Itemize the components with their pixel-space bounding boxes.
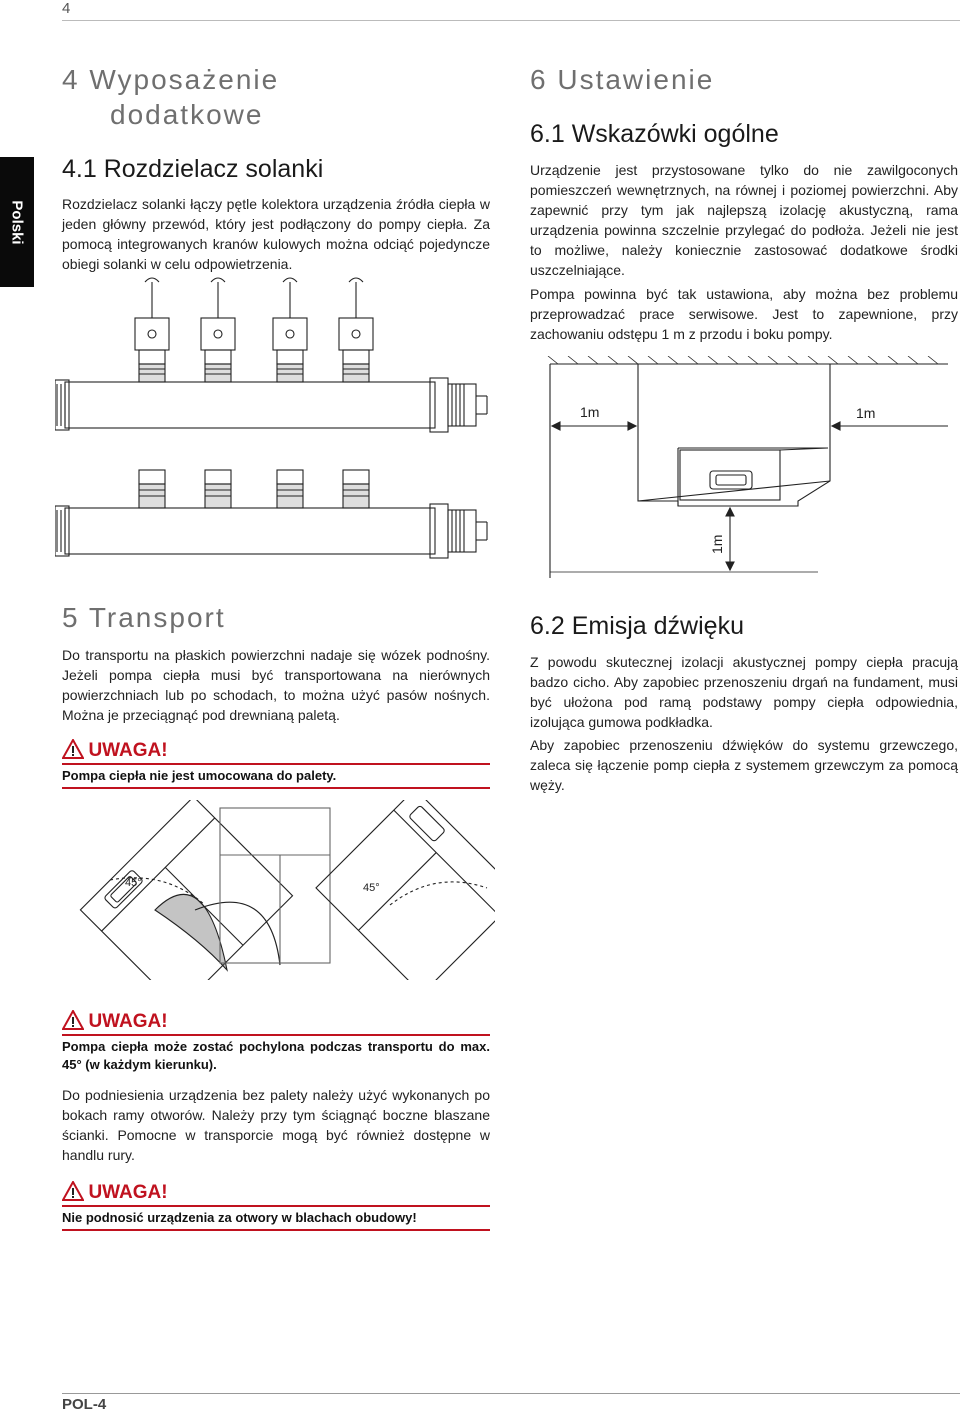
tilted-heat-pump-left: [80, 800, 292, 980]
ball-valve-1: [135, 278, 169, 382]
page-number: 4: [62, 0, 71, 17]
section-5-paragraph-2: Do podniesienia urządzenia bez palety należy użyć wykonanych po bokach ramy otworów. Należy przy tym ściągnąć boczne blaszane ścianki. Pomocne w transporcie mogą być również dostępne w handlu rury.: [62, 1087, 490, 1163]
header-rule: [62, 20, 960, 21]
footer-rule: [62, 1393, 960, 1394]
warning-box-2: [62, 1010, 490, 1074]
warning-1-rule-bottom: [62, 787, 490, 789]
section-4-heading: [62, 62, 492, 132]
section-4-1-paragraph: Rozdzielacz solanki łączy pętle kolektora urządzenia źródła ciepła w jeden główny przewód, który jest podłączony do pompy ciepła. Za pomocą integrowanych kranów kulowych można odciąć pojedyncze obiegi solanki w celu odpowietrzenia.: [62, 196, 490, 272]
section-5-heading: 5 Transport: [62, 602, 226, 633]
ball-valve-3: [273, 278, 307, 382]
language-tab: [0, 157, 34, 287]
warning-triangle-icon: [62, 1010, 84, 1030]
warning-1-title: UWAGA!: [88, 740, 168, 761]
pipe-fitting-3: [277, 470, 303, 508]
warning-triangle-icon: [62, 1181, 84, 1201]
section-4-title-line1: 4 Wyposażenie: [62, 64, 280, 95]
clearance-diagram: [518, 356, 958, 586]
manifold-pipe-top: [65, 382, 435, 428]
section-5-paragraph-1: Do transportu na płaskich powierzchni nadaje się wózek podnośny. Jeżeli pompa ciepła musi być transportowana na nierównych powierzchniach lub po schodach, to można użyć pasów nośnych. Można je przeciągnąć pod drewnianą paletą.: [62, 647, 490, 723]
warning-box-3: [62, 1181, 490, 1231]
section-4-1-heading: 4.1 Rozdzielacz solanki: [62, 155, 324, 183]
section-6-heading: 6 Ustawienie: [530, 64, 715, 95]
brine-manifold-illustration: [55, 272, 500, 572]
warning-2-text: Pompa ciepła może zostać pochylona podczas transportu do max. 45° (w każdym kierunku).: [62, 1039, 490, 1072]
warning-3-title: UWAGA!: [88, 1182, 168, 1203]
section-6-1-paragraph-1: Urządzenie jest przystosowane tylko do nie zawilgoconych pomieszczeń wewnętrznych, na równej i poziomej powierzchni. Aby zapewnić przy tym jak najlepszą izolację akustyczną, rama urządzenia powinna szczelnie przylegać do podłoża. Jeżeli nie jest to możliwe, należy koniecznie zastosować dodatkowe środki uszczelniające.: [530, 162, 958, 278]
footer-page-label: POL-4: [62, 1396, 107, 1413]
tilt-angle-left: 45°: [125, 877, 142, 889]
clearance-right-label: 1m: [856, 405, 876, 421]
warning-1-text: Pompa ciepła nie jest umocowana do palety.: [62, 768, 337, 783]
section-6-2-paragraph-1: Z powodu skutecznej izolacji akustycznej pompy ciepła pracują badzo cicho. Aby zapobiec przenoszeniu drgań na fundament, musi być ułożona pod ramą podstawy pompy ciepła odpowiednia, izolująca gumowa podkładka.: [530, 654, 958, 730]
section-6-1-heading: 6.1 Wskazówki ogólne: [530, 120, 779, 148]
section-6-2-paragraph-2: Aby zapobiec przenoszeniu dźwięków do systemu grzewczego, zaleca się łączenie pomp ciepła z systemem grzewczym za pomocą węży.: [530, 737, 958, 793]
warning-box-1: [62, 739, 490, 789]
warning-3-text: Nie podnosić urządzenia za otwory w blachach obudowy!: [62, 1210, 417, 1225]
tilted-heat-pump-right: [316, 800, 495, 980]
clearance-front-label: 1m: [709, 534, 725, 554]
tilt-transport-diagram: [55, 800, 495, 980]
ball-valve-2: [201, 278, 235, 382]
manifold-pipe-bottom: [65, 508, 435, 554]
pipe-fitting-1: [139, 470, 165, 508]
clearance-left-label: 1m: [580, 404, 600, 420]
warning-2-title: UWAGA!: [88, 1011, 168, 1032]
warning-3-rule-bottom: [62, 1229, 490, 1231]
warning-3-rule: [62, 1205, 490, 1207]
warning-triangle-icon: [62, 739, 84, 759]
warning-1-rule: [62, 763, 490, 765]
language-tab-label: Polski: [8, 199, 26, 245]
section-4-title-line2: dodatkowe: [110, 99, 264, 130]
tilt-angle-right: 45°: [363, 882, 380, 894]
pipe-fitting-2: [205, 470, 231, 508]
section-6-2-heading: 6.2 Emisja dźwięku: [530, 612, 744, 640]
warning-2-rule: [62, 1034, 490, 1036]
ball-valve-4: [339, 278, 373, 382]
pipe-fitting-4: [343, 470, 369, 508]
section-6-1-paragraph-2: Pompa powinna być tak ustawiona, aby można bez problemu przeprowadzać prace serwisowe. Jest to zapewnione, przy zachowaniu odstępu 1 m z przodu i boku pompy.: [530, 286, 958, 342]
